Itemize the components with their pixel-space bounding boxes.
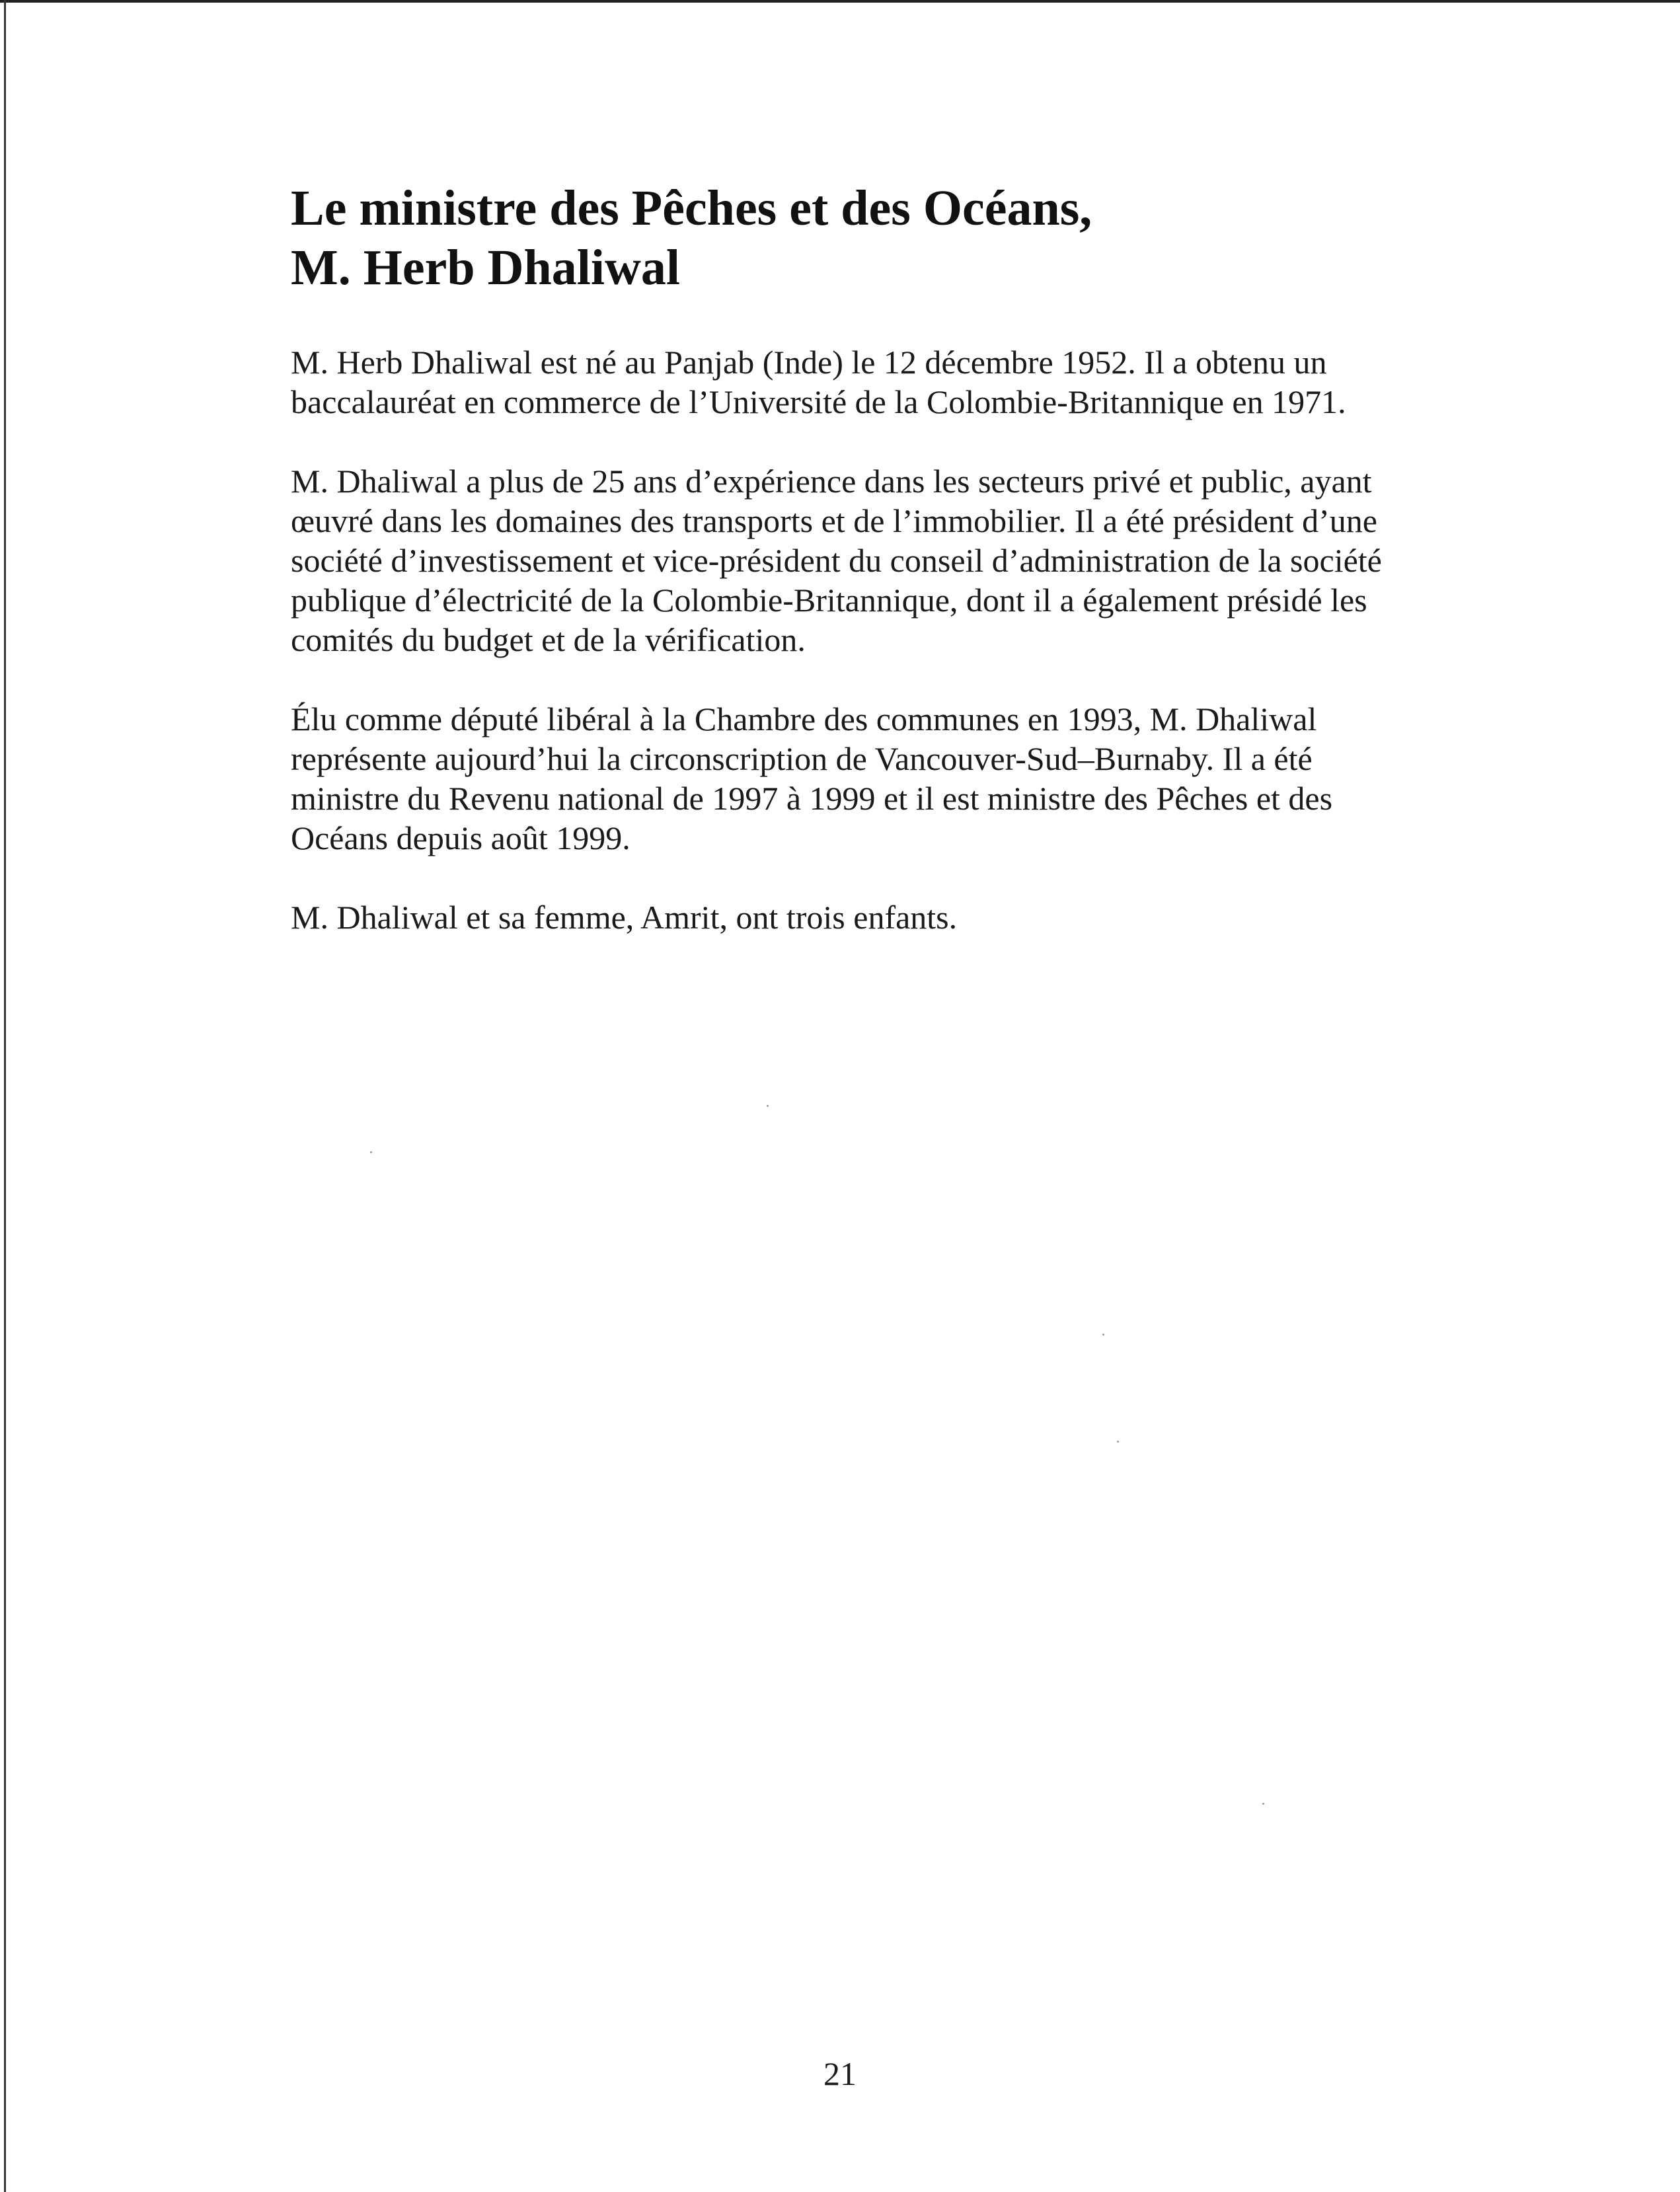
scan-left-edge <box>4 0 6 2192</box>
title-line-1: Le ministre des Pêches et des Océans, <box>291 180 1092 236</box>
paragraph-politics <box>291 699 1441 858</box>
page-content <box>291 178 1441 977</box>
title-line-2: M. Herb Dhaliwal <box>291 240 680 295</box>
text-line: Élu comme député libéral à la Chambre des communes en 1993, M. Dhaliwal <box>291 700 1317 737</box>
text-line: M. Dhaliwal et sa femme, Amrit, ont trois enfants. <box>291 899 958 936</box>
text-line: représente aujourd’hui la circonscription de Vancouver-Sud–Burnaby. Il a été <box>291 740 1313 777</box>
text-line: œuvré dans les domaines des transports et de l’immobilier. Il a été président d’une <box>291 502 1377 539</box>
text-line: baccalauréat en commerce de l’Université de la Colombie-Britannique en 1971. <box>291 383 1346 420</box>
text-line: publique d’électricité de la Colombie-Britannique, dont il a également présidé les <box>291 582 1367 619</box>
text-line: société d’investissement et vice-président du conseil d’administration de la société <box>291 542 1382 579</box>
page-number: 21 <box>823 2055 857 2092</box>
paragraph-family <box>291 897 1441 937</box>
text-line: comités du budget et de la vérification. <box>291 621 806 658</box>
text-line: M. Dhaliwal a plus de 25 ans d’expérience dans les secteurs privé et public, ayant <box>291 463 1372 500</box>
scan-top-edge <box>0 0 1680 3</box>
text-line: ministre du Revenu national de 1997 à 1999 et il est ministre des Pêches et des <box>291 780 1333 817</box>
scan-speck <box>1262 1803 1264 1805</box>
scan-speck <box>1117 1441 1119 1443</box>
paragraph-career <box>291 461 1441 660</box>
scan-speck <box>767 1105 769 1107</box>
scan-speck <box>1102 1334 1104 1336</box>
page-title <box>291 178 1441 297</box>
text-line: Océans depuis août 1999. <box>291 819 630 856</box>
text-line: M. Herb Dhaliwal est né au Panjab (Inde) le 12 décembre 1952. Il a obtenu un <box>291 344 1327 381</box>
scan-speck <box>370 1151 372 1153</box>
body-text <box>291 342 1441 937</box>
paragraph-birth <box>291 342 1441 422</box>
